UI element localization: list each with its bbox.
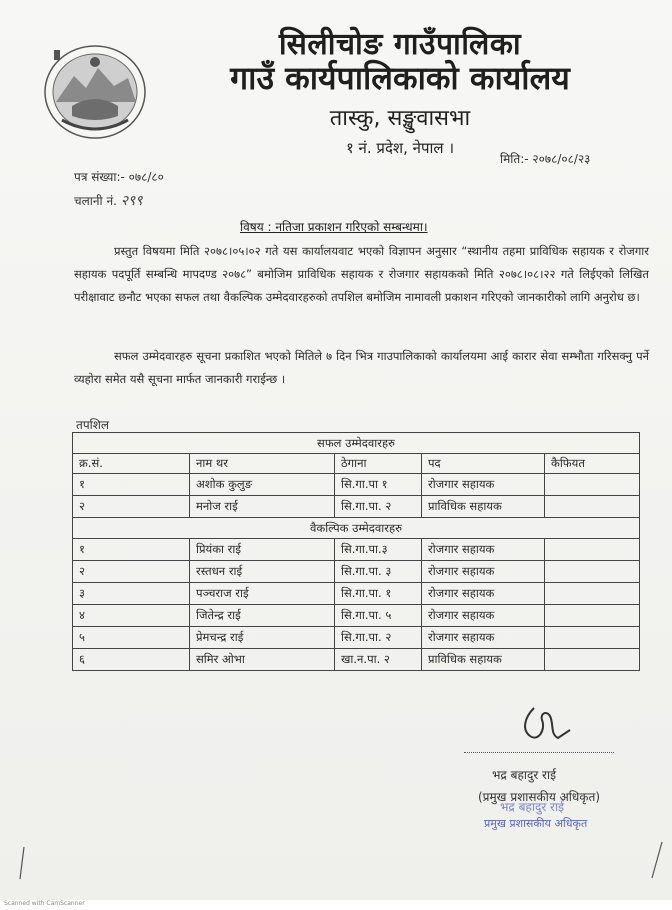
dispatch-value: २९९ [120, 193, 143, 209]
pen-mark [18, 845, 26, 881]
address-cell: सि.गा.पा. ३ [335, 561, 422, 583]
signatory-title: (प्रमुख प्रशासकीय अधिकृत) [478, 790, 601, 804]
pen-mark [648, 840, 664, 880]
table-row [73, 496, 640, 518]
serial-cell: ५ [73, 627, 190, 649]
remarks-cell [545, 583, 640, 605]
table-row [73, 474, 640, 496]
address-cell: सि.गा.पा. २ [335, 627, 422, 649]
alternate-section-header: वैकल्पिक उम्मेदवारहरु [73, 518, 640, 539]
dispatch-number [74, 191, 143, 210]
post-cell: प्राविधिक सहायक [422, 496, 545, 518]
post-cell: रोजगार सहायक [422, 539, 545, 561]
remarks-cell [545, 605, 640, 627]
nepal-emblem-icon [42, 42, 148, 140]
name-cell: समिर ओभा [190, 649, 335, 671]
column-header-post: पद [422, 454, 545, 474]
serial-cell: ४ [73, 605, 190, 627]
post-cell: रोजगार सहायक [422, 627, 545, 649]
remarks-cell [545, 496, 640, 518]
name-cell: रस्तधन राई [190, 561, 335, 583]
serial-cell: २ [73, 561, 190, 583]
table-row [73, 583, 640, 605]
address-cell: सि.गा.पा १ [335, 474, 422, 496]
results-table [72, 432, 640, 671]
serial-cell: ३ [73, 583, 190, 605]
remarks-cell [545, 649, 640, 671]
province-line: १ नं. प्रदेश, नेपाल । [345, 139, 455, 157]
name-cell: प्रेमचन्द्र राई [190, 627, 335, 649]
column-header-name: नाम थर [190, 454, 335, 474]
subject-line: विषय : नतिजा प्रकाशन गरिएको सम्बन्धमा। [240, 220, 428, 234]
handwritten-signature [516, 700, 576, 746]
table-row [73, 627, 640, 649]
dispatch-label: चलानी नं. [74, 194, 117, 208]
address-cell: सि.गा.पा. १ [335, 583, 422, 605]
name-cell: प्रियंका राई [190, 539, 335, 561]
scanner-watermark: Scanned with CamScanner [4, 900, 85, 907]
table-header-row [73, 454, 640, 474]
address-cell: सि.गा.पा. ५ [335, 605, 422, 627]
body-paragraph-1: प्रस्तुत विषयमा मिति २०७८।०५।०२ गते यस कार्यालयवाट भएको विज्ञापन अनुसार “स्थानीय तहमा प्राविधिक सहायक र रोजगार सहायक पदपूर्ति सम्बन्धि मापदण्ड २०७८” बमोजिम प्राविधिक सहायक र रोजगार सहायकको मिति २०७८।०८।२२ गते लिईएको लिखित परीक्षावाट छनौट भएका सफल तथा वैकल्पिक उम्मेदवारहरुको तपशिल बमोजिम नामावली प्रकाशन गरिएको जानकारीको लागि अनुरोध छ। [74, 244, 649, 304]
address-cell: सि.गा.पा. २ [335, 496, 422, 518]
remarks-cell [545, 539, 640, 561]
table-row [73, 561, 640, 583]
column-header-serial: क्र.सं. [73, 454, 190, 474]
name-cell: जितेन्द्र राई [190, 605, 335, 627]
name-cell: मनोज राई [190, 496, 335, 518]
table-row [73, 605, 640, 627]
serial-cell: २ [73, 496, 190, 518]
municipality-name: सिलीचोङ गाउँपालिका [278, 27, 522, 62]
column-header-remarks: कैफियत [545, 454, 640, 474]
signature-line [464, 752, 614, 753]
column-header-address: ठेगाना [335, 454, 422, 474]
address-cell: सि.गा.पा.३ [335, 539, 422, 561]
post-cell: रोजगार सहायक [422, 561, 545, 583]
reference-number: पत्र संख्या:- ०७८/८० [74, 170, 164, 184]
office-address: तास्कु, सङ्खुवासभा [329, 106, 471, 131]
post-cell: रोजगार सहायक [422, 605, 545, 627]
office-name: गाउँ कार्यपालिकाको कार्यालय [230, 59, 570, 97]
stamp-name: भद्र बहादुर राई [500, 800, 564, 814]
remarks-cell [545, 561, 640, 583]
success-section-header: सफल उम्मेदवारहरु [73, 433, 640, 454]
remarks-cell [545, 474, 640, 496]
table-row [73, 539, 640, 561]
name-cell: अशोक कुलुङ [190, 474, 335, 496]
serial-cell: ६ [73, 649, 190, 671]
body-paragraph-2: सफल उम्मेदवारहरु सूचना प्रकाशित भएको मितिले ७ दिन भित्र गाउपालिकाको कार्यालयमा आई कारार सेवा सम्भौता गरिसक्नु पर्ने व्यहोरा समेत यसै सूचना मार्फत जानकारी गराईन्छ । [74, 349, 649, 386]
table-label: तपशिल [76, 418, 110, 432]
name-cell: पञ्चराज राई [190, 583, 335, 605]
address-cell: खा.न.पा. २ [335, 649, 422, 671]
post-cell: रोजगार सहायक [422, 583, 545, 605]
serial-cell: १ [73, 474, 190, 496]
post-cell: रोजगार सहायक [422, 474, 545, 496]
stamp-title: प्रमुख प्रशासकीय अधिकृत [484, 817, 588, 830]
remarks-cell [545, 627, 640, 649]
serial-cell: १ [73, 539, 190, 561]
letter-date: मिति:- २०७८/०८/२३ [500, 152, 591, 166]
post-cell: प्राविधिक सहायक [422, 649, 545, 671]
table-row [73, 649, 640, 671]
signatory-name: भद्र बहादुर राई [492, 768, 556, 782]
scanner-footer [0, 900, 672, 910]
